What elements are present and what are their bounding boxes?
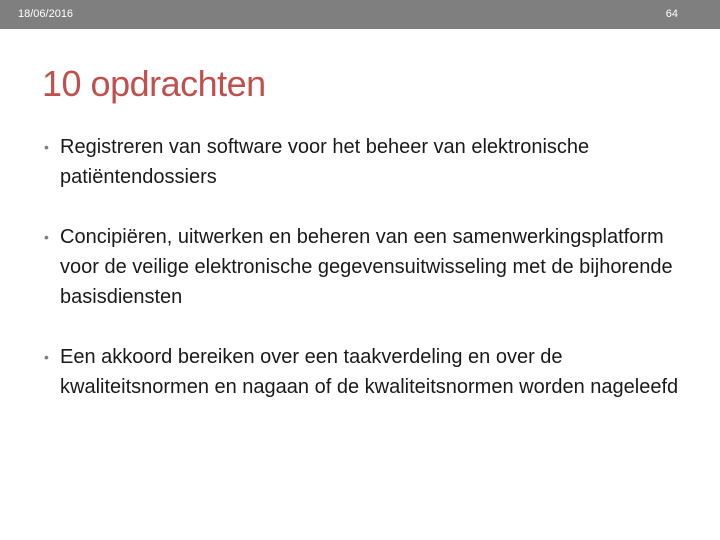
bullet-item: [42, 132, 682, 192]
bullet-text: Concipiëren, uitwerken en beheren van een samenwerkingsplatform voor de veilige elektronische gegevensuitwisseling met de bijhorende basisdiensten: [60, 226, 673, 308]
bullet-text: Een akkoord bereiken over een taakverdeling en over de kwaliteitsnormen en nagaan of de kwaliteitsnormen worden nageleefd: [60, 346, 679, 398]
slide-title: 10 opdrachten: [42, 63, 266, 104]
bullet-item: [42, 342, 682, 402]
bullet-icon: •: [44, 139, 49, 155]
bullet-icon: •: [44, 349, 49, 365]
header-bar: [0, 0, 720, 29]
bullet-icon: •: [44, 229, 49, 245]
bullet-item: [42, 222, 682, 312]
slide-date: 18/06/2016: [18, 8, 74, 20]
slide-page-number: 64: [665, 8, 678, 20]
bullet-list: [42, 132, 682, 432]
bullet-text: Registreren van software voor het beheer van elektronische patiëntendossiers: [60, 136, 590, 188]
